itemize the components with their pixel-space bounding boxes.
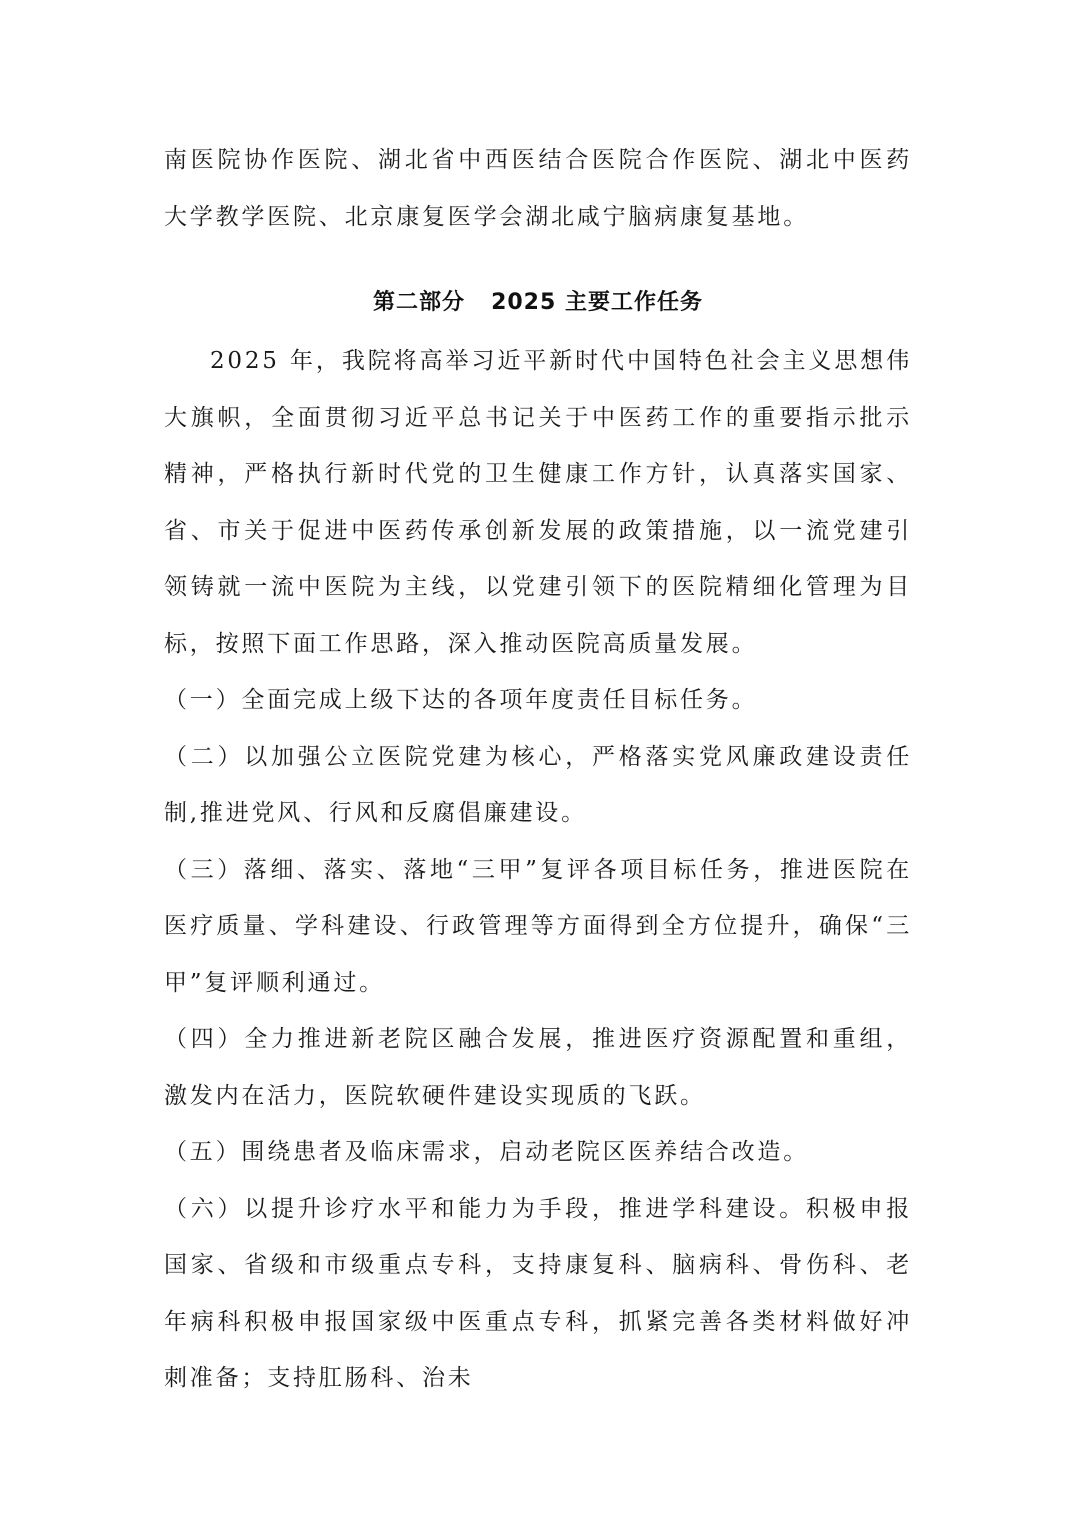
section-heading-title: 2025 主要工作任务: [491, 290, 703, 315]
task-item-2: （二）以加强公立医院党建为核心，严格落实党风廉政建设责任制,推进党风、行风和反腐倡廉建设。: [164, 743, 912, 826]
document-body: [164, 132, 912, 1407]
section-heading-part: 第二部分: [373, 290, 466, 315]
task-item-4: （四）全力推进新老院区融合发展，推进医疗资源配置和重组，激发内在活力，医院软硬件建设实现质的飞跃。: [164, 1026, 912, 1109]
main-paragraph: 2025 年，我院将高举习近平新时代中国特色社会主义思想伟大旗帜，全面贯彻习近平总书记关于中医药工作的重要指示批示精神，严格执行新时代党的卫生健康工作方针，认真落实国家、省、市关于促进中医药传承创新发展的政策措施，以一流党建引领铸就一流中医院为主线，以党建引领下的医院精细化管理为目标，按照下面工作思路，深入推动医院高质量发展。: [164, 348, 912, 657]
section-heading: [164, 273, 912, 333]
task-item-3: （三）落细、落实、落地“三甲”复评各项目标任务，推进医院在医疗质量、学科建设、行政管理等方面得到全方位提升，确保“三甲”复评顺利通过。: [164, 856, 912, 996]
intro-paragraph: 南医院协作医院、湖北省中西医结合医院合作医院、湖北中医药大学教学医院、北京康复医学会湖北咸宁脑病康复基地。: [164, 147, 912, 230]
task-item-5: （五）围绕患者及临床需求，启动老院区医养结合改造。: [164, 1139, 809, 1165]
task-item-1: （一）全面完成上级下达的各项年度责任目标任务。: [164, 687, 758, 713]
task-item-6: （六）以提升诊疗水平和能力为手段，推进学科建设。积极申报国家、省级和市级重点专科，支持康复科、脑病科、骨伤科、老年病科积极申报国家级中医重点专科，抓紧完善各类材料做好冲刺准备；支持肛肠科、治未: [164, 1195, 912, 1391]
